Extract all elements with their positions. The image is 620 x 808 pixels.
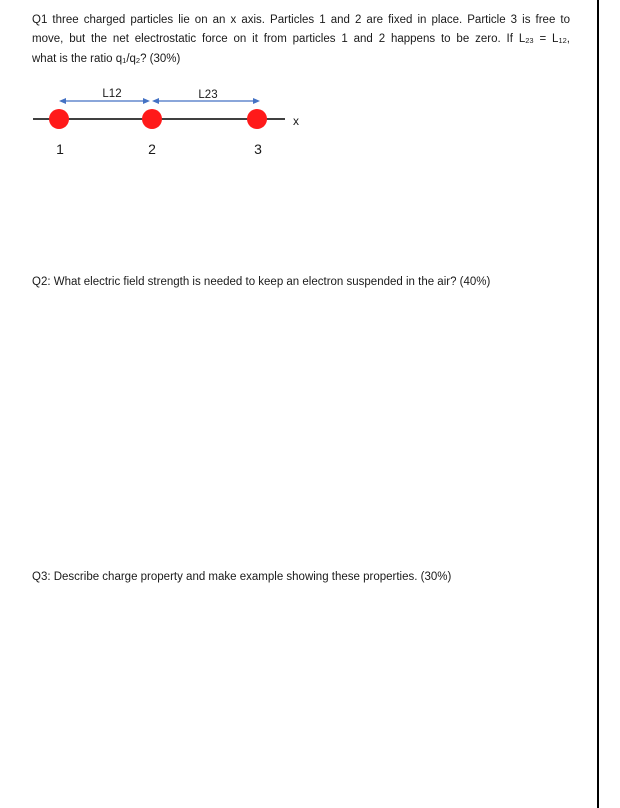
particle-3-label: 3 (254, 141, 262, 157)
particle-1 (49, 109, 69, 129)
particle-2-label: 2 (148, 141, 156, 157)
particle-3 (247, 109, 267, 129)
particle-2 (142, 109, 162, 129)
question-2: Q2: What electric field strength is needed to keep an electron suspended in the air? (40%) (32, 276, 491, 288)
particle-1-label: 1 (56, 141, 64, 157)
question-1-line-2: move, but the net electrostatic force on it from particles 1 and 2 happens to be zero. If L23 = L12, (32, 33, 570, 45)
question-1-line-3: what is the ratio q1/q2? (30%) (32, 53, 181, 65)
label-l23: L23 (198, 89, 218, 101)
question-1-line-1: Q1 three charged particles lie on an x axis. Particles 1 and 2 are fixed in place. Particle 3 is free to (32, 14, 570, 26)
particle-diagram (0, 0, 620, 170)
axis-label-x: x (293, 114, 299, 128)
question-3: Q3: Describe charge property and make example showing these properties. (30%) (32, 571, 452, 583)
label-l12: L12 (102, 88, 122, 100)
